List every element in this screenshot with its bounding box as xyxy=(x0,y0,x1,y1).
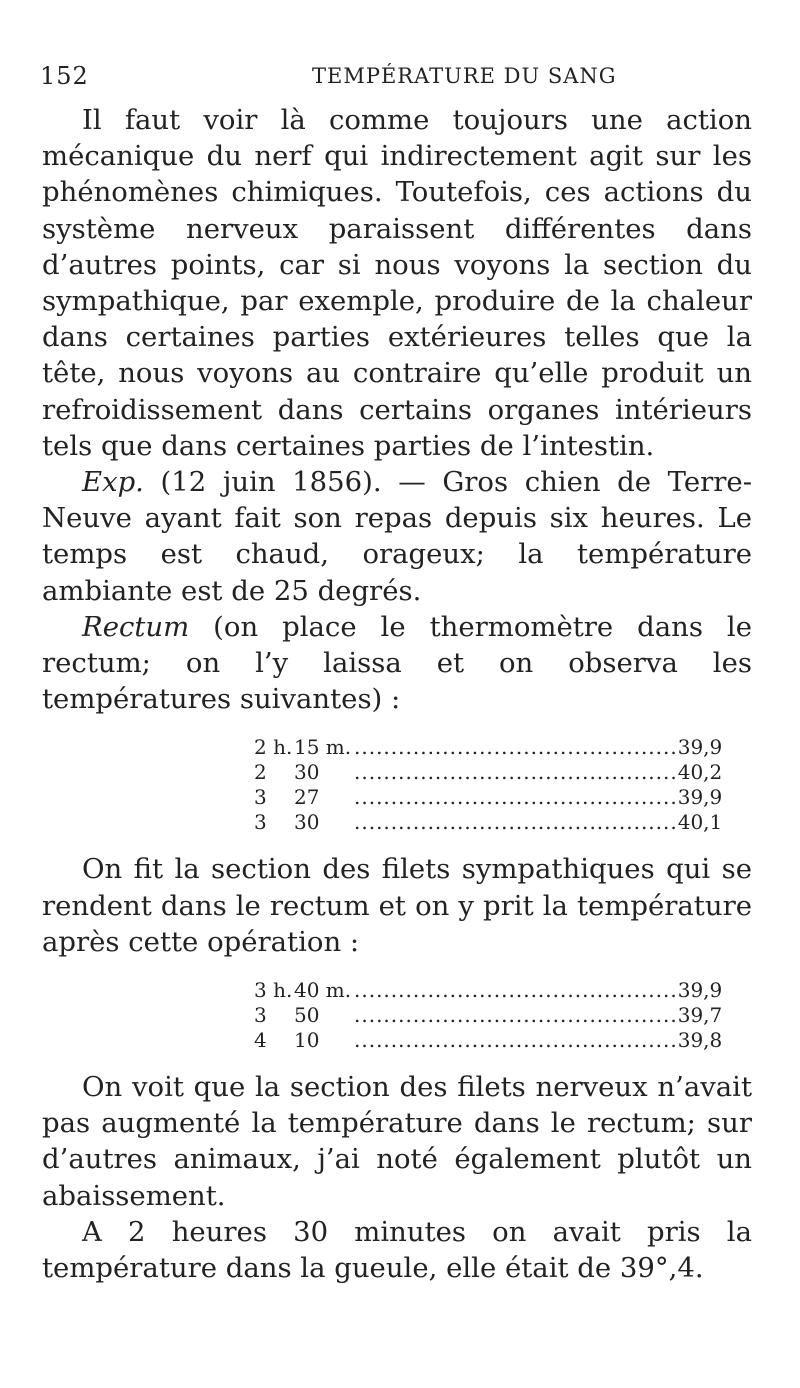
dot-leader: ............................................ xyxy=(354,735,678,760)
rectum-text: (on place le thermomètre dans le rectum; on l’y laissa et on observa les températures suivantes) : xyxy=(42,610,752,716)
reading-temperature: 39,9 xyxy=(677,735,723,760)
experiment-label: Exp. xyxy=(82,466,144,499)
table-row xyxy=(254,735,738,760)
experiment-text: (12 juin 1856). — Gros chien de Terre-Neuve ayant fait son repas depuis six heures. Le temps est chaud, orageux; la température ambiante est de 25 degrés. xyxy=(42,466,752,607)
reading-temperature: 40,1 xyxy=(677,810,723,835)
paragraph-mouth-temperature: A 2 heures 30 minutes on avait pris la température dans la gueule, elle était de 39°,4. xyxy=(42,1215,752,1285)
page-header xyxy=(40,62,760,102)
reading-temperature: 39,8 xyxy=(677,1028,723,1053)
reading-temperature: 39,9 xyxy=(677,785,723,810)
paragraph-experiment xyxy=(42,464,752,609)
reading-minute: 30 xyxy=(294,810,320,835)
reading-minute: 40 m. xyxy=(294,978,352,1003)
reading-temperature: 40,2 xyxy=(677,760,723,785)
table-row xyxy=(254,978,738,1003)
dot-leader: ............................................ xyxy=(354,978,678,1003)
reading-minute: 10 xyxy=(294,1028,320,1053)
reading-minute: 30 xyxy=(294,760,320,785)
page-number: 152 xyxy=(40,62,89,90)
reading-hour: 4 xyxy=(254,1028,267,1053)
reading-temperature: 39,9 xyxy=(677,978,723,1003)
paragraph-conclusion: On voit que la section des filets nerveux n’avait pas augmenté la température dans le rectum; sur d’autres animaux, j’ai noté également plutôt un abaissement. xyxy=(42,1071,752,1212)
reading-hour: 2 h. xyxy=(254,735,293,760)
body-text xyxy=(42,102,752,1286)
reading-minute: 15 m. xyxy=(294,735,352,760)
reading-minute: 50 xyxy=(294,1003,320,1028)
running-head: TEMPÉRATURE DU SANG xyxy=(312,64,617,88)
paragraph-section: On fit la section des filets sympathiques qui se rendent dans le rectum et on y prit la température après cette opération : xyxy=(42,853,752,958)
dot-leader: ............................................ xyxy=(354,1003,678,1028)
table-row xyxy=(254,785,738,810)
paragraph-intro: Il faut voir là comme toujours une action mécanique du nerf qui indirectement agit sur les phénomènes chimiques. Toutefois, ces actions du système nerveux paraissent différentes dans d’autres points, car si nous voyons la section du sympathique, par exemple, produire de la chaleur dans certaines parties extérieures telles que la tête, nous voyons au contraire qu’elle produit un refroidissement dans certains organes intérieurs tels que dans certaines parties de l’intestin. xyxy=(42,104,752,462)
dot-leader: ............................................ xyxy=(354,810,678,835)
reading-temperature: 39,7 xyxy=(677,1003,723,1028)
paragraph-rectum xyxy=(42,609,752,718)
table-row xyxy=(254,1003,738,1028)
readings-before-table xyxy=(254,735,738,835)
dot-leader: ............................................ xyxy=(354,1028,678,1053)
reading-minute: 27 xyxy=(294,785,320,810)
reading-hour: 3 h. xyxy=(254,978,293,1003)
dot-leader: ............................................ xyxy=(354,760,678,785)
reading-hour: 2 xyxy=(254,760,267,785)
rectum-label: Rectum xyxy=(82,610,190,643)
table-row xyxy=(254,1028,738,1053)
table-row xyxy=(254,810,738,835)
reading-hour: 3 xyxy=(254,1003,267,1028)
reading-hour: 3 xyxy=(254,810,267,835)
dot-leader: ............................................ xyxy=(354,785,678,810)
table-row xyxy=(254,760,738,785)
reading-hour: 3 xyxy=(254,785,267,810)
readings-after-table xyxy=(254,978,738,1053)
